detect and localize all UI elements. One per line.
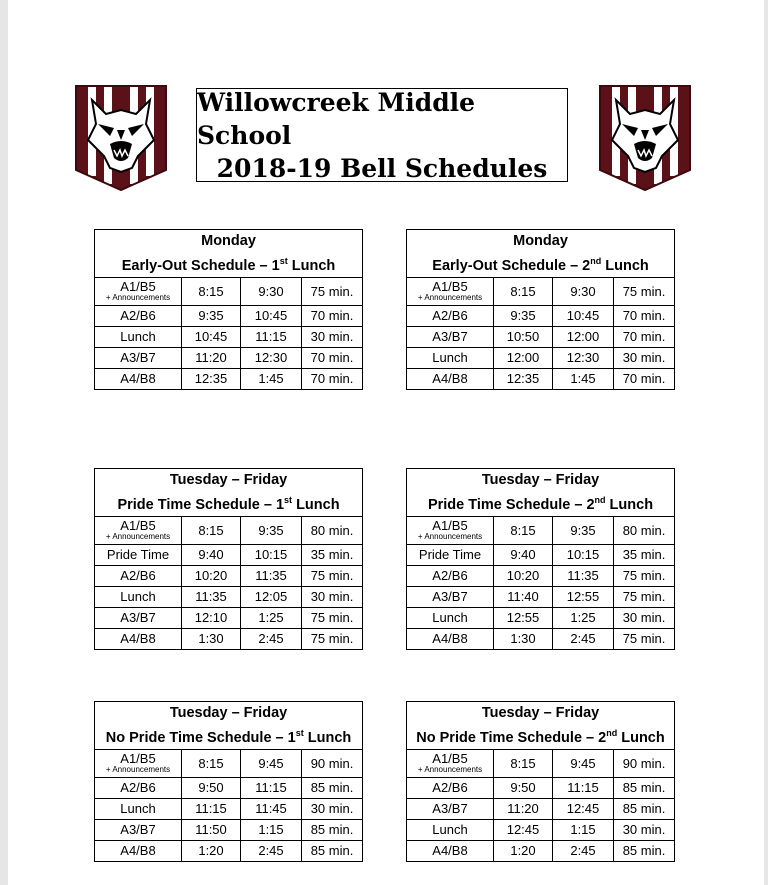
end-time: 11:45: [241, 798, 302, 819]
block-cell: Lunch: [95, 326, 182, 347]
start-time: 8:15: [182, 277, 241, 305]
end-time: 1:25: [553, 607, 614, 628]
lunch-suffix: Lunch: [292, 496, 340, 513]
start-time: 8:15: [494, 277, 553, 305]
block-cell: A2/B6: [407, 565, 494, 586]
schedule-day: Tuesday – Friday: [169, 472, 288, 488]
schedule-day: Monday: [513, 233, 568, 249]
start-time: 12:00: [494, 347, 553, 368]
table-row: [95, 368, 363, 389]
lunch-ordinal: st: [295, 728, 304, 738]
page-edge-right: [764, 0, 768, 885]
end-time: 10:15: [553, 544, 614, 565]
table-row: [407, 586, 675, 607]
table-row: [95, 628, 363, 649]
block-note: + Announcements: [105, 531, 171, 541]
schedule-table-no-pride-time-2nd-lunch: [406, 701, 675, 862]
table-row: [407, 516, 675, 544]
end-time: 10:45: [553, 305, 614, 326]
table-row: [95, 516, 363, 544]
table-row: [407, 798, 675, 819]
block-cell: A4/B8: [95, 840, 182, 861]
block-cell: [407, 516, 494, 544]
end-time: 12:05: [241, 586, 302, 607]
end-time: 11:15: [241, 777, 302, 798]
duration: 85 min.: [614, 777, 675, 798]
start-time: 10:50: [494, 326, 553, 347]
schedule-name: [407, 723, 674, 748]
wolf-mascot-shield-icon: [598, 84, 692, 192]
block-name: A1/B5: [120, 278, 156, 294]
block-cell: Lunch: [95, 586, 182, 607]
duration: 85 min.: [302, 819, 363, 840]
table-row: [95, 586, 363, 607]
table-row: [407, 347, 675, 368]
duration: 30 min.: [614, 347, 675, 368]
table-row: [407, 565, 675, 586]
schedule-header: [95, 230, 363, 278]
block-name: A1/B5: [432, 517, 468, 533]
schedule-day: Tuesday – Friday: [169, 705, 288, 721]
schedule-name: [407, 251, 674, 276]
end-time: 2:45: [553, 628, 614, 649]
block-cell: Lunch: [407, 347, 494, 368]
start-time: 1:20: [494, 840, 553, 861]
schedule-name-text: No Pride Time Schedule – 2: [416, 729, 607, 746]
start-time: 11:50: [182, 819, 241, 840]
table-row: [407, 628, 675, 649]
schedule-name-text: Early-Out Schedule – 1: [121, 257, 280, 274]
lunch-suffix: Lunch: [287, 257, 336, 274]
end-time: 12:30: [241, 347, 302, 368]
block-cell: Lunch: [407, 819, 494, 840]
block-cell: A4/B8: [95, 368, 182, 389]
duration: 75 min.: [302, 277, 363, 305]
start-time: 9:35: [494, 305, 553, 326]
block-note: + Announcements: [105, 764, 171, 774]
table-row: [407, 607, 675, 628]
schedule-name: [95, 251, 362, 276]
table-row: [407, 777, 675, 798]
schedule-header: [407, 230, 675, 278]
start-time: 11:40: [494, 586, 553, 607]
duration: 30 min.: [614, 607, 675, 628]
start-time: 12:10: [182, 607, 241, 628]
end-time: 1:15: [553, 819, 614, 840]
block-name: A1/B5: [432, 278, 468, 294]
schedule-name-text: Pride Time Schedule – 2: [427, 496, 595, 513]
table-row: [407, 277, 675, 305]
lunch-suffix: Lunch: [617, 729, 665, 746]
block-name: A1/B5: [432, 750, 468, 766]
end-time: 11:15: [241, 326, 302, 347]
start-time: 12:35: [182, 368, 241, 389]
start-time: 11:20: [182, 347, 241, 368]
start-time: 9:50: [494, 777, 553, 798]
start-time: 8:15: [494, 749, 553, 777]
start-time: 9:40: [494, 544, 553, 565]
schedule-name-text: Early-Out Schedule – 2: [432, 257, 591, 274]
block-cell: A2/B6: [407, 777, 494, 798]
block-cell: [407, 749, 494, 777]
duration: 30 min.: [302, 326, 363, 347]
start-time: 12:45: [494, 819, 553, 840]
schedule-name: [407, 490, 674, 515]
lunch-suffix: Lunch: [601, 257, 649, 274]
end-time: 9:30: [553, 277, 614, 305]
start-time: 11:35: [182, 586, 241, 607]
start-time: 8:15: [182, 516, 241, 544]
duration: 90 min.: [614, 749, 675, 777]
table-row: [95, 607, 363, 628]
duration: 85 min.: [302, 777, 363, 798]
block-note: + Announcements: [417, 292, 483, 302]
end-time: 9:45: [241, 749, 302, 777]
start-time: 11:20: [494, 798, 553, 819]
page-edge-left: [0, 0, 8, 885]
block-cell: A3/B7: [407, 326, 494, 347]
schedule-header: [95, 702, 363, 750]
end-time: 2:45: [241, 840, 302, 861]
block-cell: A3/B7: [407, 586, 494, 607]
duration: 70 min.: [614, 326, 675, 347]
lunch-ordinal: nd: [590, 256, 602, 266]
table-row: [95, 798, 363, 819]
schedule-day: Tuesday – Friday: [481, 472, 600, 488]
schedule-table-pride-time-2nd-lunch: [406, 468, 675, 650]
duration: 70 min.: [302, 347, 363, 368]
schedule-table-pride-time-1st-lunch: [94, 468, 363, 650]
end-time: 11:35: [553, 565, 614, 586]
table-row: [407, 305, 675, 326]
schedule-name: [95, 490, 362, 515]
end-time: 12:00: [553, 326, 614, 347]
end-time: 9:45: [553, 749, 614, 777]
schedule-table-monday-1st-lunch: [94, 229, 363, 390]
duration: 85 min.: [302, 840, 363, 861]
start-time: 9:50: [182, 777, 241, 798]
start-time: 9:35: [182, 305, 241, 326]
start-time: 12:55: [494, 607, 553, 628]
school-name: Willowcreek Middle School: [197, 87, 476, 150]
duration: 75 min.: [302, 565, 363, 586]
block-cell: A4/B8: [407, 840, 494, 861]
block-cell: Lunch: [407, 607, 494, 628]
start-time: 9:40: [182, 544, 241, 565]
duration: 85 min.: [614, 840, 675, 861]
duration: 75 min.: [614, 586, 675, 607]
block-cell: Lunch: [95, 798, 182, 819]
lunch-suffix: Lunch: [303, 729, 352, 746]
end-time: 9:35: [241, 516, 302, 544]
duration: 80 min.: [302, 516, 363, 544]
table-row: [407, 749, 675, 777]
duration: 35 min.: [302, 544, 363, 565]
schedule-name: [95, 723, 362, 748]
duration: 75 min.: [302, 628, 363, 649]
end-time: 11:35: [241, 565, 302, 586]
lunch-ordinal: st: [284, 495, 293, 505]
block-cell: A3/B7: [95, 607, 182, 628]
duration: 35 min.: [614, 544, 675, 565]
lunch-ordinal: nd: [594, 495, 606, 505]
title-box: [196, 88, 568, 182]
duration: 70 min.: [614, 368, 675, 389]
end-time: 9:35: [553, 516, 614, 544]
start-time: 1:30: [494, 628, 553, 649]
start-time: 8:15: [494, 516, 553, 544]
block-cell: Pride Time: [407, 544, 494, 565]
start-time: 10:45: [182, 326, 241, 347]
schedule-day: Monday: [201, 233, 256, 249]
table-row: [95, 326, 363, 347]
schedule-header: [407, 702, 675, 750]
start-time: 8:15: [182, 749, 241, 777]
block-note: + Announcements: [417, 764, 483, 774]
block-cell: [95, 516, 182, 544]
schedule-header: [407, 469, 675, 517]
end-time: 12:30: [553, 347, 614, 368]
end-time: 1:25: [241, 607, 302, 628]
block-note: + Announcements: [105, 292, 171, 302]
table-row: [95, 305, 363, 326]
table-row: [95, 777, 363, 798]
block-cell: [95, 277, 182, 305]
block-cell: A2/B6: [95, 565, 182, 586]
page-title: 2018-19 Bell Schedules: [216, 153, 548, 183]
duration: 75 min.: [614, 565, 675, 586]
lunch-ordinal: nd: [606, 728, 618, 738]
start-time: 11:15: [182, 798, 241, 819]
block-note: + Announcements: [417, 531, 483, 541]
block-cell: [407, 277, 494, 305]
duration: 90 min.: [302, 749, 363, 777]
table-row: [95, 840, 363, 861]
duration: 70 min.: [302, 368, 363, 389]
schedule-table-monday-2nd-lunch: [406, 229, 675, 390]
table-row: [407, 819, 675, 840]
duration: 75 min.: [614, 277, 675, 305]
schedule-day: Tuesday – Friday: [481, 705, 600, 721]
wolf-mascot-shield-icon: [74, 84, 168, 192]
block-cell: A2/B6: [95, 777, 182, 798]
end-time: 11:15: [553, 777, 614, 798]
block-cell: A2/B6: [407, 305, 494, 326]
schedule-name-text: No Pride Time Schedule – 1: [105, 729, 296, 746]
block-name: A1/B5: [120, 517, 156, 533]
table-row: [95, 277, 363, 305]
end-time: 12:55: [553, 586, 614, 607]
schedule-name-text: Pride Time Schedule – 1: [117, 496, 285, 513]
block-cell: [95, 749, 182, 777]
start-time: 1:30: [182, 628, 241, 649]
end-time: 10:15: [241, 544, 302, 565]
end-time: 2:45: [553, 840, 614, 861]
duration: 30 min.: [302, 586, 363, 607]
end-time: 1:45: [553, 368, 614, 389]
block-cell: A4/B8: [95, 628, 182, 649]
lunch-ordinal: st: [279, 256, 288, 266]
end-time: 1:45: [241, 368, 302, 389]
end-time: 10:45: [241, 305, 302, 326]
block-cell: A3/B7: [95, 819, 182, 840]
table-row: [95, 347, 363, 368]
table-row: [407, 326, 675, 347]
start-time: 1:20: [182, 840, 241, 861]
block-cell: A3/B7: [95, 347, 182, 368]
duration: 30 min.: [302, 798, 363, 819]
end-time: 12:45: [553, 798, 614, 819]
duration: 80 min.: [614, 516, 675, 544]
end-time: 1:15: [241, 819, 302, 840]
table-row: [95, 565, 363, 586]
schedule-header: [95, 469, 363, 517]
table-row: [407, 544, 675, 565]
start-time: 10:20: [182, 565, 241, 586]
block-cell: A2/B6: [95, 305, 182, 326]
start-time: 12:35: [494, 368, 553, 389]
duration: 30 min.: [614, 819, 675, 840]
duration: 70 min.: [614, 305, 675, 326]
table-row: [95, 749, 363, 777]
table-row: [407, 368, 675, 389]
start-time: 10:20: [494, 565, 553, 586]
block-cell: A4/B8: [407, 368, 494, 389]
end-time: 9:30: [241, 277, 302, 305]
schedule-table-no-pride-time-1st-lunch: [94, 701, 363, 862]
table-row: [407, 840, 675, 861]
block-cell: A3/B7: [407, 798, 494, 819]
block-name: A1/B5: [120, 750, 156, 766]
duration: 75 min.: [302, 607, 363, 628]
block-cell: Pride Time: [95, 544, 182, 565]
duration: 70 min.: [302, 305, 363, 326]
duration: 75 min.: [614, 628, 675, 649]
end-time: 2:45: [241, 628, 302, 649]
block-cell: A4/B8: [407, 628, 494, 649]
table-row: [95, 819, 363, 840]
duration: 85 min.: [614, 798, 675, 819]
lunch-suffix: Lunch: [605, 496, 654, 513]
table-row: [95, 544, 363, 565]
